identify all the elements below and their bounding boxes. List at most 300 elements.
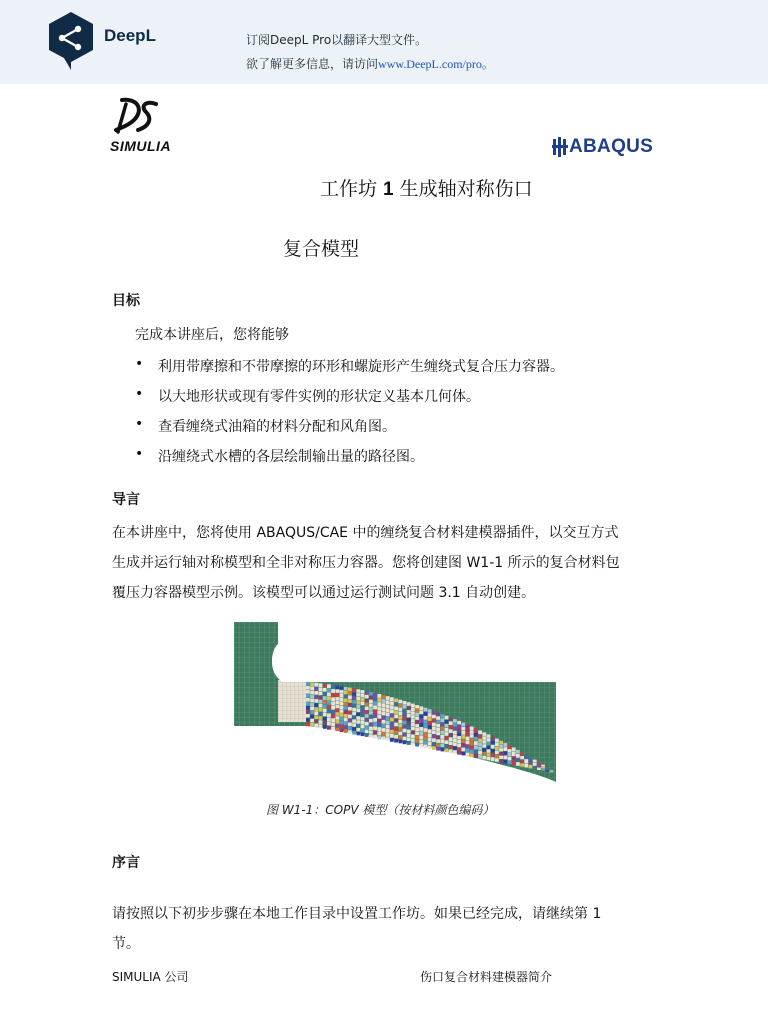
footer-doc-title: 伤口复合材料建模器简介 [420, 970, 553, 984]
composite-cell [411, 723, 415, 727]
composite-cell [369, 704, 373, 707]
composite-cell [478, 735, 482, 739]
composite-cell [478, 730, 482, 734]
composite-cell [314, 715, 318, 719]
composite-cell [361, 710, 365, 714]
composite-cell [327, 701, 331, 705]
composite-cell [335, 728, 339, 731]
objectives-heading: 目标 [112, 293, 140, 309]
composite-cell [373, 731, 377, 735]
composite-cell [348, 699, 352, 703]
composite-cell [491, 741, 495, 745]
bullet-marker: • [135, 446, 144, 462]
composite-cell [529, 757, 533, 761]
composite-cell [487, 753, 491, 756]
composite-cell [474, 737, 478, 741]
composite-cell [403, 717, 407, 721]
composite-cell [335, 724, 339, 727]
composite-cell [365, 722, 369, 726]
composite-cell [466, 753, 470, 757]
deepl-pro-link[interactable]: www.DeepL.com/pro [378, 57, 482, 71]
composite-cell [403, 737, 407, 741]
composite-cell [512, 761, 516, 765]
composite-cell [356, 716, 360, 720]
composite-cell [344, 691, 348, 695]
composite-cell [482, 748, 486, 752]
objective-item-1: 利用带摩擦和不带摩擦的环形和螺旋形产生缠绕式复合压力容器。 [158, 359, 564, 375]
composite-cell [335, 705, 339, 708]
composite-cell [419, 735, 423, 739]
composite-cell [331, 710, 335, 714]
composite-cell [466, 741, 470, 745]
page-title [320, 174, 533, 201]
composite-cell [394, 731, 398, 735]
composite-cell [331, 706, 335, 710]
bullet-marker: • [135, 386, 144, 402]
composite-cell [373, 693, 377, 697]
composite-cell [335, 716, 339, 719]
composite-cell [306, 714, 310, 718]
composite-cell [394, 703, 398, 707]
composite-cell [323, 709, 327, 713]
composite-cell [478, 739, 482, 743]
composite-cell [398, 704, 402, 708]
composite-cell [424, 724, 428, 728]
composite-cell [403, 701, 407, 705]
composite-cell [365, 707, 369, 711]
composite-cell [394, 727, 398, 731]
composite-cell [491, 753, 495, 757]
composite-cell [457, 740, 461, 743]
composite-cell [335, 689, 339, 692]
composite-cell [319, 720, 323, 724]
composite-cell [461, 743, 465, 747]
composite-cell [440, 718, 444, 722]
composite-cell [478, 747, 482, 751]
composite-cell [319, 704, 323, 708]
composite-cell [365, 699, 369, 703]
composite-cell [361, 713, 365, 717]
composite-cell [487, 749, 491, 752]
composite-cell [382, 712, 386, 716]
composite-cell [306, 702, 310, 706]
composite-cell [419, 744, 423, 748]
composite-cell [344, 699, 348, 703]
composite-cell [440, 735, 444, 739]
composite-cell [335, 720, 339, 723]
composite-cell [348, 703, 352, 707]
composite-cell [352, 731, 356, 735]
composite-cell [436, 712, 440, 716]
composite-cell [440, 722, 444, 726]
composite-cell [390, 738, 394, 742]
objective-item-4: 沿缠绕式水槽的各层绘制输出量的路径图。 [158, 449, 424, 465]
composite-cell [340, 721, 344, 725]
composite-cell [340, 709, 344, 713]
composite-cell [369, 696, 373, 699]
composite-cell [373, 726, 377, 730]
composite-cell [348, 711, 352, 715]
composite-cell [340, 694, 344, 698]
composite-cell [499, 741, 503, 744]
composite-cell [390, 714, 394, 718]
composite-cell [386, 737, 390, 741]
composite-cell [386, 721, 390, 725]
composite-cell [449, 737, 453, 741]
composite-cell [436, 716, 440, 720]
composite-cell [520, 763, 524, 766]
composite-cell [344, 726, 348, 730]
composite-cell [533, 766, 537, 769]
composite-cell [415, 724, 419, 727]
composite-cell [382, 720, 386, 724]
composite-cell [331, 697, 335, 701]
composite-cell [508, 745, 512, 749]
composite-cell [352, 704, 356, 708]
composite-cell [457, 725, 461, 728]
composite-cell [453, 750, 457, 754]
composite-cell [449, 749, 453, 753]
intro-line-1: 在本讲座中，您将使用 ABAQUS/CAE 中的缠绕复合材料建模器插件，以交互方式 [112, 525, 619, 541]
composite-cell [386, 696, 390, 700]
preface-line-1: 请按照以下初步步骤在本地工作目录中设置工作坊。如果已经完成，请继续第 1 [112, 906, 602, 922]
composite-cell [344, 729, 348, 733]
composite-cell [407, 714, 411, 718]
composite-cell [352, 727, 356, 731]
composite-cell [419, 740, 423, 744]
composite-cell [356, 732, 360, 736]
composite-cell [386, 729, 390, 733]
composite-cell [411, 715, 415, 719]
composite-cell [403, 729, 407, 733]
composite-cell [453, 746, 457, 750]
composite-cell [419, 731, 423, 735]
composite-cell [478, 755, 482, 759]
composite-cell [508, 757, 512, 761]
composite-cell [365, 691, 369, 695]
composite-cell [369, 715, 373, 718]
composite-cell [361, 706, 365, 710]
composite-cell [424, 732, 428, 736]
composite-cell [457, 729, 461, 732]
composite-cell [411, 711, 415, 715]
composite-cell [335, 693, 339, 696]
abaqus-mark-icon [552, 137, 568, 157]
composite-cell [327, 726, 331, 730]
composite-cell [461, 752, 465, 756]
composite-cell [377, 711, 381, 715]
composite-cell [407, 710, 411, 714]
composite-cell [520, 760, 524, 763]
composite-cell [424, 712, 428, 716]
composite-cell [377, 702, 381, 706]
composite-cell [482, 752, 486, 756]
composite-cell [419, 706, 423, 710]
title-prefix: 工作坊 [320, 178, 384, 200]
composite-cell [373, 714, 377, 718]
composite-cell [516, 758, 520, 762]
composite-cell [310, 703, 314, 707]
composite-cell [390, 697, 394, 701]
composite-cell [352, 719, 356, 723]
composite-cell [352, 712, 356, 716]
composite-cell [415, 743, 419, 746]
composite-cell [373, 710, 377, 714]
composite-cell [419, 723, 423, 727]
composite-cell [495, 747, 499, 751]
composite-cell [356, 713, 360, 717]
composite-cell [495, 751, 499, 755]
composite-cell [495, 739, 499, 743]
composite-cell [445, 744, 449, 748]
title-suffix: 生成轴对称伤口 [393, 178, 533, 200]
composite-cell [390, 710, 394, 714]
composite-cell [314, 703, 318, 707]
title-number: 1 [383, 179, 394, 200]
composite-cell [474, 746, 478, 750]
composite-cell [340, 706, 344, 710]
intro-line-2: 生成并运行轴对称模型和全非对称压力容器。您将创建图 W1-1 所示的复合材料包 [112, 555, 620, 571]
composite-cell [319, 712, 323, 716]
composite-cell [361, 729, 365, 733]
composite-cell [487, 742, 491, 745]
composite-cell [453, 739, 457, 743]
composite-cell [512, 748, 516, 752]
composite-cell [466, 725, 470, 729]
composite-cell [306, 698, 310, 702]
composite-cell [428, 717, 432, 721]
composite-cell [445, 736, 449, 740]
composite-cell [327, 693, 331, 697]
composite-cell [335, 709, 339, 712]
composite-cell [445, 749, 449, 753]
composite-cell [436, 736, 440, 740]
composite-cell [457, 736, 461, 739]
composite-cell [512, 752, 516, 756]
composite-cell [348, 692, 352, 696]
composite-cell [340, 698, 344, 702]
composite-cell [369, 711, 373, 714]
composite-cell [314, 695, 318, 699]
composite-cell [428, 709, 432, 713]
composite-cell [356, 689, 360, 693]
composite-cell [361, 694, 365, 698]
composite-cell [411, 719, 415, 723]
composite-cell [407, 741, 411, 745]
composite-cell [411, 738, 415, 742]
objective-item-3: 查看缠绕式油箱的材料分配和风角图。 [158, 419, 396, 435]
composite-cell [377, 715, 381, 719]
composite-cell [327, 709, 331, 713]
composite-cell [407, 734, 411, 738]
composite-cell [356, 709, 360, 713]
composite-cell [470, 727, 474, 731]
composite-cell [398, 732, 402, 736]
composite-cell [340, 717, 344, 721]
composite-cell [340, 729, 344, 733]
composite-cell [503, 751, 507, 755]
composite-cell [495, 743, 499, 747]
intro-line-3: 覆压力容器模型示例。该模型可以通过运行测试问题 3.1 自动创建。 [112, 585, 536, 601]
composite-cell [449, 733, 453, 737]
composite-cell [461, 727, 465, 731]
composite-cell [382, 724, 386, 728]
composite-cell [529, 761, 533, 765]
preface-line-2: 节。 [112, 936, 140, 952]
composite-cell [348, 726, 352, 730]
composite-cell [529, 765, 533, 769]
composite-cell [361, 702, 365, 706]
composite-cell [394, 719, 398, 723]
composite-cell [461, 731, 465, 735]
composite-cell [365, 733, 369, 737]
composite-cell [491, 757, 495, 761]
composite-cell [398, 716, 402, 720]
composite-cell [445, 724, 449, 728]
page-subtitle: 复合模型 [283, 238, 360, 260]
composite-cell [386, 713, 390, 717]
composite-cell [331, 702, 335, 706]
composite-cell [470, 750, 474, 754]
composite-cell [373, 706, 377, 710]
composite-cell [340, 713, 344, 717]
composite-cell [419, 727, 423, 731]
composite-cell [390, 701, 394, 705]
composite-cell [352, 696, 356, 700]
composite-cell [482, 756, 486, 760]
composite-cell [327, 689, 331, 693]
composite-cell [310, 715, 314, 719]
composite-cell [436, 739, 440, 743]
figure-caption: 图 W1-1：COPV 模型（按材料颜色编码） [266, 803, 495, 817]
composite-cell [428, 741, 432, 745]
bullet-marker: • [135, 356, 144, 372]
composite-cell [403, 709, 407, 713]
composite-cell [344, 722, 348, 726]
composite-cell [432, 742, 436, 746]
composite-cell [382, 703, 386, 707]
composite-cell [457, 744, 461, 747]
composite-cell [319, 696, 323, 700]
composite-cell [377, 707, 381, 711]
composite-cell [415, 732, 419, 735]
composite-cell [377, 698, 381, 702]
composite-cell [369, 730, 373, 733]
composite-cell [541, 767, 545, 769]
banner-info-suffix: 。 [481, 57, 494, 71]
composite-cell [524, 755, 528, 759]
composite-cell [382, 708, 386, 712]
composite-cell [415, 728, 419, 731]
composite-cell [323, 717, 327, 721]
composite-cell [386, 704, 390, 708]
composite-cell [470, 730, 474, 734]
composite-cell [348, 719, 352, 723]
composite-cell [516, 762, 520, 766]
composite-cell [331, 685, 335, 689]
composite-cell [432, 723, 436, 727]
composite-cell [394, 723, 398, 727]
composite-cell [377, 694, 381, 698]
composite-cell [331, 689, 335, 693]
composite-cell [356, 724, 360, 728]
composite-cell [356, 697, 360, 701]
composite-cell [319, 683, 323, 687]
composite-cell [449, 741, 453, 745]
footer-company: SIMULIA 公司 [112, 970, 189, 984]
composite-cell [323, 692, 327, 696]
liner-mesh [278, 680, 306, 722]
composite-cell [373, 735, 377, 739]
composite-cell [482, 744, 486, 748]
composite-cell [394, 699, 398, 703]
composite-cell [453, 723, 457, 727]
composite-cell [314, 691, 318, 695]
composite-cell [487, 738, 491, 741]
composite-cell [474, 733, 478, 737]
composite-cell [550, 772, 554, 773]
composite-cell [398, 700, 402, 704]
composite-cell [356, 701, 360, 705]
composite-cell [394, 711, 398, 715]
composite-cell [466, 745, 470, 749]
composite-cell [394, 707, 398, 711]
composite-cell [382, 716, 386, 720]
composite-cell [428, 745, 432, 749]
composite-cell [369, 734, 373, 737]
composite-cell [382, 732, 386, 736]
composite-cell [327, 697, 331, 701]
abaqus-wordmark: ABAQUS [569, 136, 654, 157]
composite-cell [520, 752, 524, 755]
composite-cell [415, 709, 419, 712]
composite-cell [545, 767, 549, 768]
composite-cell [327, 713, 331, 717]
composite-cell [327, 705, 331, 709]
composite-cell [306, 686, 310, 690]
composite-cell [340, 686, 344, 690]
composite-cell [323, 704, 327, 708]
composite-cell [403, 705, 407, 709]
composite-cell [310, 682, 314, 686]
composite-cell [440, 714, 444, 718]
composite-cell [352, 716, 356, 720]
composite-cell [344, 714, 348, 718]
composite-cell [306, 706, 310, 710]
composite-cell [415, 713, 419, 716]
composite-cell [432, 731, 436, 735]
composite-cell [398, 728, 402, 732]
composite-cell [495, 754, 499, 758]
composite-cell [424, 745, 428, 749]
composite-cell [415, 720, 419, 723]
composite-cell [327, 718, 331, 722]
composite-cell [344, 710, 348, 714]
composite-cell [310, 691, 314, 695]
composite-cell [461, 739, 465, 743]
composite-cell [466, 737, 470, 741]
composite-cell [403, 713, 407, 717]
composite-cell [335, 712, 339, 715]
composite-cell [344, 695, 348, 699]
composite-cell [319, 716, 323, 720]
composite-cell [314, 687, 318, 691]
composite-cell [394, 735, 398, 739]
composite-cell [369, 727, 373, 730]
composite-cell [545, 769, 549, 770]
composite-cell [365, 730, 369, 734]
composite-cell [369, 723, 373, 726]
